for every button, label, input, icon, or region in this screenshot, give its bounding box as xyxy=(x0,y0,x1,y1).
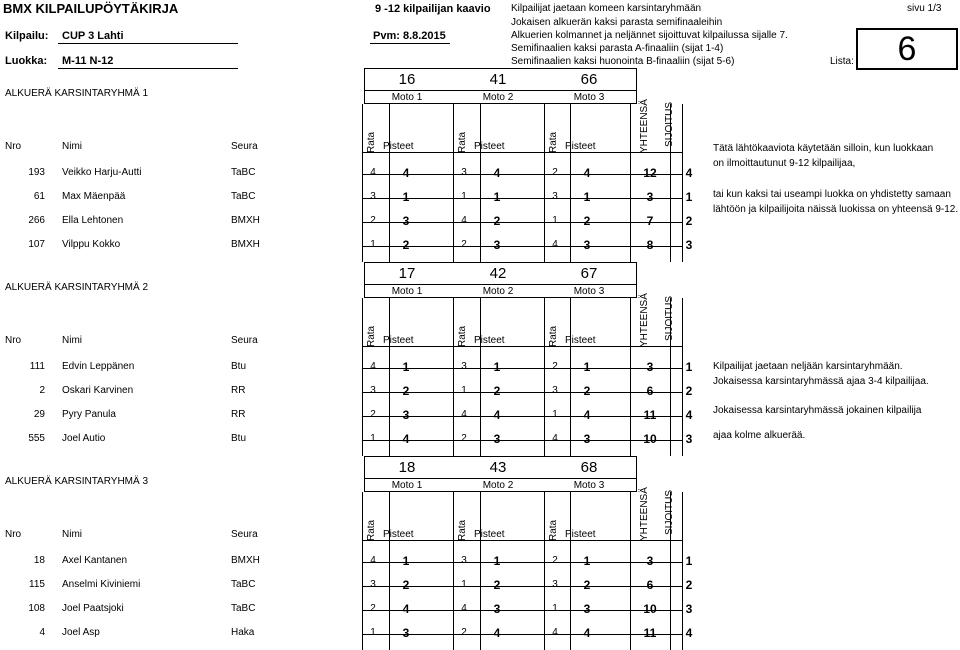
moto3-points: 2 xyxy=(583,214,591,228)
group-title: ALKUERÄ KARSINTARYHMÄ 1 xyxy=(5,88,149,99)
rider-name: Joel Autio xyxy=(62,433,106,444)
moto2-label: Moto 2 xyxy=(482,480,514,491)
moto2-lane: 3 xyxy=(461,167,467,178)
rider-club: Btu xyxy=(231,361,247,372)
col-header-pisteet: Pisteet xyxy=(565,335,596,346)
heat-number-row xyxy=(364,456,637,478)
side-note-line: Kilpailijat jaetaan neljään karsintaryhmään. xyxy=(713,361,903,372)
col-header-yhteensa: YHTEENSÄ xyxy=(639,99,650,153)
table-row xyxy=(0,210,700,232)
lista-label: Lista: xyxy=(830,56,854,67)
moto1-lane: 4 xyxy=(370,555,376,566)
moto1-points: 2 xyxy=(402,238,410,252)
col-header-nro: Nro xyxy=(5,529,22,540)
moto2-lane: 1 xyxy=(461,579,467,590)
rule-line-1: Kilpailijat jaetaan komeen karsintaryhmään xyxy=(511,3,702,14)
col-header-nimi: Nimi xyxy=(62,141,82,152)
moto3-lane: 2 xyxy=(552,167,558,178)
group-title: ALKUERÄ KARSINTARYHMÄ 3 xyxy=(5,476,149,487)
moto-label-row xyxy=(364,90,637,104)
col-header-rata: Rata xyxy=(457,131,468,153)
moto2-points: 3 xyxy=(493,432,501,446)
heat-number: 41 xyxy=(489,71,507,88)
total-points: 6 xyxy=(646,578,654,592)
moto1-lane: 4 xyxy=(370,361,376,372)
moto2-points: 3 xyxy=(493,602,501,616)
placement: 4 xyxy=(685,408,693,422)
moto2-lane: 4 xyxy=(461,603,467,614)
heat-number: 43 xyxy=(489,459,507,476)
moto2-points: 3 xyxy=(493,238,501,252)
rider-name: Joel Paatsjoki xyxy=(62,603,124,614)
rider-club: BMXH xyxy=(231,555,260,566)
total-points: 6 xyxy=(646,384,654,398)
rider-number: 111 xyxy=(29,361,45,372)
table-row xyxy=(0,550,700,572)
rider-number: 555 xyxy=(28,433,45,444)
moto1-points: 3 xyxy=(402,214,410,228)
placement: 4 xyxy=(685,166,693,180)
rider-number: 266 xyxy=(28,215,45,226)
date-underline xyxy=(370,43,450,44)
side-note-line: on ilmoittautunut 9-12 kilpailijaa, xyxy=(713,158,856,169)
rider-club: TaBC xyxy=(231,191,256,202)
placement: 3 xyxy=(685,238,693,252)
placement: 2 xyxy=(685,578,693,592)
moto1-lane: 1 xyxy=(370,627,376,638)
moto2-lane: 4 xyxy=(461,409,467,420)
table-row xyxy=(0,574,700,596)
placement: 3 xyxy=(685,602,693,616)
class-underline xyxy=(58,68,238,69)
total-points: 10 xyxy=(643,602,657,616)
moto2-points: 2 xyxy=(493,578,501,592)
moto2-points: 1 xyxy=(493,190,501,204)
moto3-lane: 3 xyxy=(552,191,558,202)
moto2-label: Moto 2 xyxy=(482,92,514,103)
placement: 1 xyxy=(685,190,693,204)
table-row xyxy=(0,380,700,402)
lista-number-box: 6 xyxy=(856,28,958,70)
moto1-points: 3 xyxy=(402,408,410,422)
moto2-lane: 4 xyxy=(461,215,467,226)
col-header-rata: Rata xyxy=(366,131,377,153)
moto3-lane: 4 xyxy=(552,627,558,638)
moto1-lane: 3 xyxy=(370,191,376,202)
rider-name: Veikko Harju-Autti xyxy=(62,167,142,178)
rider-club: BMXH xyxy=(231,239,260,250)
rider-number: 115 xyxy=(29,579,45,590)
grid-hline xyxy=(362,346,682,347)
moto2-lane: 2 xyxy=(461,239,467,250)
table-row xyxy=(0,404,700,426)
col-header-rata: Rata xyxy=(548,519,559,541)
total-points: 7 xyxy=(646,214,654,228)
col-header-rata: Rata xyxy=(366,325,377,347)
total-points: 11 xyxy=(643,408,657,422)
total-points: 10 xyxy=(643,432,657,446)
moto2-lane: 3 xyxy=(461,361,467,372)
moto3-points: 1 xyxy=(583,190,591,204)
moto3-lane: 1 xyxy=(552,603,558,614)
rider-name: Anselmi Kiviniemi xyxy=(62,579,141,590)
rider-number: 18 xyxy=(33,555,45,566)
moto3-label: Moto 3 xyxy=(573,92,605,103)
moto3-lane: 1 xyxy=(552,215,558,226)
total-points: 12 xyxy=(643,166,657,180)
placement: 2 xyxy=(685,214,693,228)
moto1-lane: 2 xyxy=(370,215,376,226)
total-points: 11 xyxy=(643,626,657,640)
moto1-label: Moto 1 xyxy=(391,480,423,491)
rider-number: 2 xyxy=(39,385,45,396)
heat-number: 67 xyxy=(580,265,598,282)
rider-name: Max Mäenpää xyxy=(62,191,126,202)
moto1-lane: 1 xyxy=(370,239,376,250)
heat-number: 68 xyxy=(580,459,598,476)
moto2-points: 2 xyxy=(493,384,501,398)
rider-name: Edvin Leppänen xyxy=(62,361,135,372)
diagram-subtitle: 9 -12 kilpailijan kaavio xyxy=(375,3,491,15)
table-row xyxy=(0,428,700,450)
table-row xyxy=(0,186,700,208)
moto-label-row xyxy=(364,284,637,298)
moto2-lane: 3 xyxy=(461,555,467,566)
col-header-seura: Seura xyxy=(231,529,258,540)
rider-club: RR xyxy=(231,385,246,396)
rider-number: 61 xyxy=(33,191,45,202)
moto2-points: 1 xyxy=(493,360,501,374)
competition-underline xyxy=(58,43,238,44)
moto3-lane: 4 xyxy=(552,239,558,250)
moto1-points: 4 xyxy=(402,432,410,446)
moto1-label: Moto 1 xyxy=(391,92,423,103)
moto3-points: 4 xyxy=(583,166,591,180)
moto2-points: 4 xyxy=(493,408,501,422)
col-header-seura: Seura xyxy=(231,335,258,346)
moto1-points: 4 xyxy=(402,602,410,616)
moto1-points: 2 xyxy=(402,384,410,398)
rider-number: 107 xyxy=(28,239,45,250)
rider-club: TaBC xyxy=(231,603,256,614)
placement: 1 xyxy=(685,360,693,374)
total-points: 8 xyxy=(646,238,654,252)
col-header-nimi: Nimi xyxy=(62,529,82,540)
side-note-line: lähtöön ja kilpailijoita näissä luokissa on yhteensä 9-12. xyxy=(713,204,959,215)
heat-number: 66 xyxy=(580,71,598,88)
moto3-lane: 2 xyxy=(552,555,558,566)
col-header-rata: Rata xyxy=(548,131,559,153)
rider-name: Axel Kantanen xyxy=(62,555,128,566)
moto1-label: Moto 1 xyxy=(391,286,423,297)
moto3-lane: 3 xyxy=(552,385,558,396)
col-header-rata: Rata xyxy=(366,519,377,541)
side-note-line: ajaa kolme alkuerää. xyxy=(713,430,806,441)
moto2-lane: 2 xyxy=(461,433,467,444)
class-value: M-11 N-12 xyxy=(62,55,114,67)
rider-name: Vilppu Kokko xyxy=(62,239,121,250)
col-header-pisteet: Pisteet xyxy=(383,529,414,540)
moto1-lane: 3 xyxy=(370,385,376,396)
class-label: Luokka: xyxy=(5,55,48,67)
col-header-sijoitus: SIJOITUS xyxy=(664,295,675,341)
col-header-rata: Rata xyxy=(548,325,559,347)
heat-number-row xyxy=(364,262,637,284)
document-title: BMX KILPAILUPÖYTÄKIRJA xyxy=(3,1,179,16)
moto2-label: Moto 2 xyxy=(482,286,514,297)
table-row xyxy=(0,598,700,620)
moto1-points: 3 xyxy=(402,626,410,640)
moto1-points: 1 xyxy=(402,190,410,204)
moto3-points: 3 xyxy=(583,602,591,616)
grid-hline xyxy=(362,540,682,541)
side-note-line: Tätä lähtökaaviota käytetään silloin, kun luokkaan xyxy=(713,143,934,154)
moto3-points: 3 xyxy=(583,238,591,252)
col-header-pisteet: Pisteet xyxy=(383,141,414,152)
placement: 1 xyxy=(685,554,693,568)
moto-label-row xyxy=(364,478,637,492)
rider-club: TaBC xyxy=(231,579,256,590)
table-row xyxy=(0,162,700,184)
col-header-sijoitus: SIJOITUS xyxy=(664,101,675,147)
col-header-pisteet: Pisteet xyxy=(383,335,414,346)
moto2-points: 4 xyxy=(493,166,501,180)
col-header-nro: Nro xyxy=(5,335,22,346)
moto1-lane: 1 xyxy=(370,433,376,444)
rider-name: Ella Lehtonen xyxy=(62,215,124,226)
col-header-pisteet: Pisteet xyxy=(474,529,505,540)
rider-number: 4 xyxy=(39,627,45,638)
moto3-lane: 4 xyxy=(552,433,558,444)
moto3-points: 1 xyxy=(583,360,591,374)
moto3-points: 4 xyxy=(583,408,591,422)
rider-name: Oskari Karvinen xyxy=(62,385,134,396)
col-header-yhteensa: YHTEENSÄ xyxy=(639,487,650,541)
rider-number: 29 xyxy=(33,409,45,420)
col-header-nro: Nro xyxy=(5,141,22,152)
competition-label: Kilpailu: xyxy=(5,30,49,42)
moto3-points: 2 xyxy=(583,578,591,592)
col-header-seura: Seura xyxy=(231,141,258,152)
moto2-lane: 2 xyxy=(461,627,467,638)
moto1-points: 1 xyxy=(402,360,410,374)
rider-club: Haka xyxy=(231,627,255,638)
total-points: 3 xyxy=(646,360,654,374)
table-row xyxy=(0,622,700,644)
rider-club: TaBC xyxy=(231,167,256,178)
rule-line-2: Jokaisen alkuerän kaksi parasta semifinaaleihin xyxy=(511,17,723,28)
rule-line-3: Alkuerien kolmannet ja neljännet sijoittuvat kilpailussa sijalle 7. xyxy=(511,30,788,41)
moto3-lane: 2 xyxy=(552,361,558,372)
placement: 3 xyxy=(685,432,693,446)
table-row xyxy=(0,356,700,378)
competition-value: CUP 3 Lahti xyxy=(62,30,124,42)
rule-line-4: Semifinaalien kaksi parasta A-finaaliin (sijat 1-4) xyxy=(511,43,724,54)
page-number: sivu 1/3 xyxy=(907,3,942,14)
heat-number: 16 xyxy=(398,71,416,88)
moto2-points: 2 xyxy=(493,214,501,228)
moto1-points: 4 xyxy=(402,166,410,180)
col-header-nimi: Nimi xyxy=(62,335,82,346)
moto1-points: 1 xyxy=(402,554,410,568)
heat-number-row xyxy=(364,68,637,90)
date-label: Pvm: 8.8.2015 xyxy=(373,30,446,42)
moto1-lane: 2 xyxy=(370,603,376,614)
col-header-rata: Rata xyxy=(457,325,468,347)
placement: 4 xyxy=(685,626,693,640)
moto2-points: 4 xyxy=(493,626,501,640)
grid-hline xyxy=(362,152,682,153)
moto3-lane: 1 xyxy=(552,409,558,420)
moto3-points: 1 xyxy=(583,554,591,568)
total-points: 3 xyxy=(646,554,654,568)
total-points: 3 xyxy=(646,190,654,204)
moto1-points: 2 xyxy=(402,578,410,592)
table-row xyxy=(0,234,700,256)
moto3-points: 4 xyxy=(583,626,591,640)
rider-name: Joel Asp xyxy=(62,627,100,638)
rider-name: Pyry Panula xyxy=(62,409,116,420)
rider-club: Btu xyxy=(231,433,247,444)
col-header-yhteensa: YHTEENSÄ xyxy=(639,293,650,347)
col-header-rata: Rata xyxy=(457,519,468,541)
col-header-pisteet: Pisteet xyxy=(474,141,505,152)
moto1-lane: 2 xyxy=(370,409,376,420)
col-header-pisteet: Pisteet xyxy=(565,529,596,540)
moto2-lane: 1 xyxy=(461,191,467,202)
col-header-sijoitus: SIJOITUS xyxy=(664,489,675,535)
rider-number: 193 xyxy=(28,167,45,178)
moto2-points: 1 xyxy=(493,554,501,568)
heat-number: 18 xyxy=(398,459,416,476)
placement: 2 xyxy=(685,384,693,398)
rider-club: BMXH xyxy=(231,215,260,226)
moto1-lane: 3 xyxy=(370,579,376,590)
moto3-points: 2 xyxy=(583,384,591,398)
moto3-label: Moto 3 xyxy=(573,286,605,297)
side-note-line: Jokaisessa karsintaryhmässä ajaa 3-4 kilpailijaa. xyxy=(713,376,929,387)
moto3-label: Moto 3 xyxy=(573,480,605,491)
col-header-pisteet: Pisteet xyxy=(565,141,596,152)
moto3-points: 3 xyxy=(583,432,591,446)
rule-line-5: Semifinaalien kaksi huonointa B-finaaliin (sijat 5-6) xyxy=(511,56,735,67)
moto1-lane: 4 xyxy=(370,167,376,178)
moto3-lane: 3 xyxy=(552,579,558,590)
rider-number: 108 xyxy=(28,603,45,614)
col-header-pisteet: Pisteet xyxy=(474,335,505,346)
heat-number: 42 xyxy=(489,265,507,282)
heat-number: 17 xyxy=(398,265,416,282)
moto2-lane: 1 xyxy=(461,385,467,396)
side-note-line: Jokaisessa karsintaryhmässä jokainen kilpailija xyxy=(713,405,922,416)
group-title: ALKUERÄ KARSINTARYHMÄ 2 xyxy=(5,282,149,293)
side-note-line: tai kun kaksi tai useampi luokka on yhdistetty samaan xyxy=(713,189,951,200)
rider-club: RR xyxy=(231,409,246,420)
